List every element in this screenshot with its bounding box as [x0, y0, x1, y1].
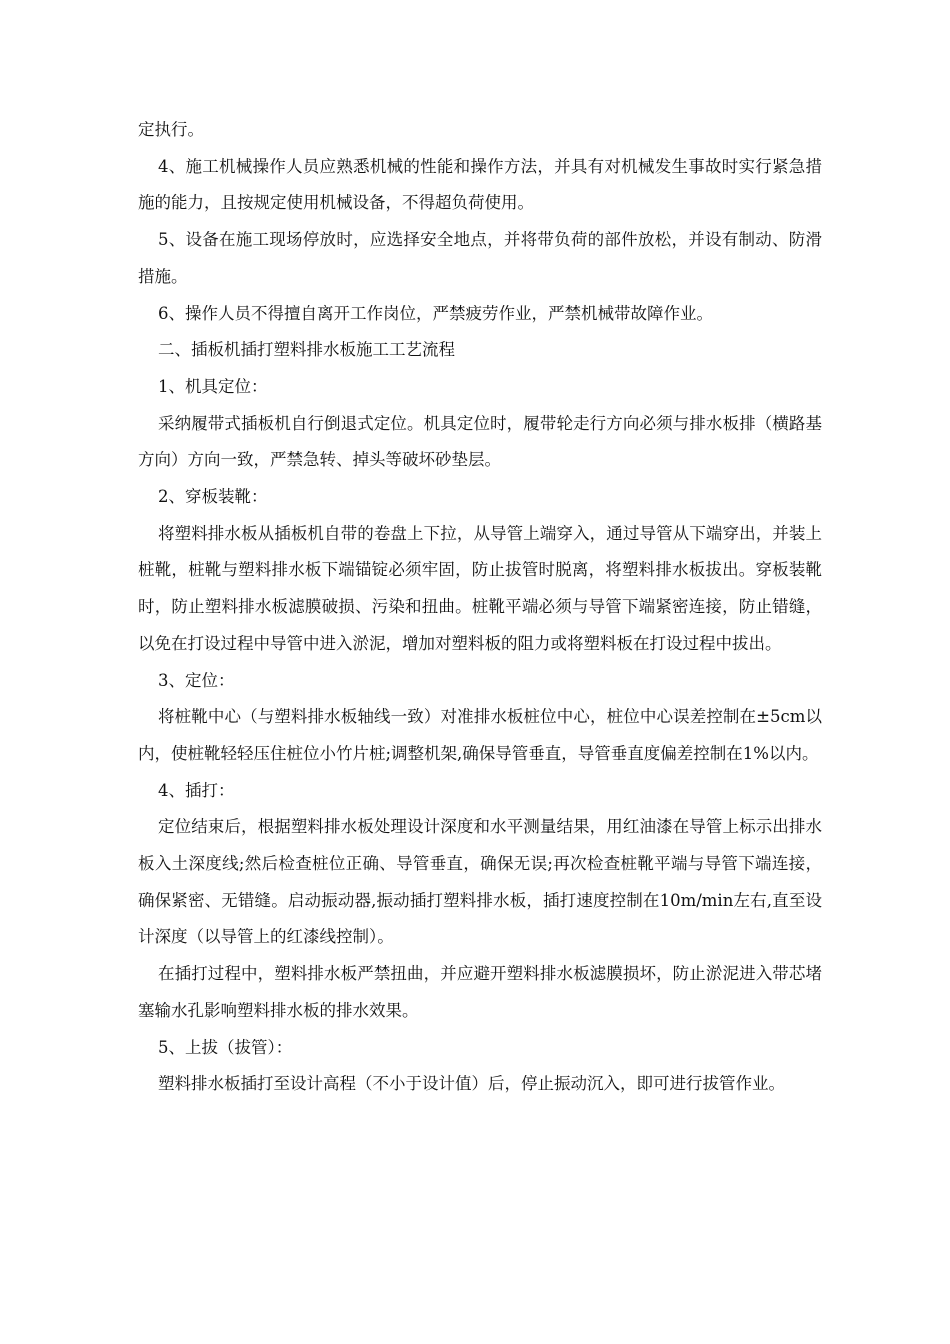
- step-body-1: 采纳履带式插板机自行倒退式定位。机具定位时，履带轮走行方向必须与排水板排（横路基方向）方向一致，严禁急转、掉头等破坏砂垫层。: [138, 413, 822, 470]
- paragraph-item-6: 6、操作人员不得擅自离开工作岗位，严禁疲劳作业，严禁机械带故障作业。: [158, 303, 713, 323]
- step-heading-3: 3、定位：: [158, 670, 235, 690]
- paragraph-continuation: 定执行。: [138, 120, 204, 139]
- step-body-4-note: 在插打过程中，塑料排水板严禁扭曲，并应避开塑料排水板滤膜损坏，防止淤泥进入带芯堵塞输水孔影响塑料排水板的排水效果。: [138, 964, 822, 1020]
- step-body-2: 将塑料排水板从插板机自带的卷盘上下拉，从导管上端穿入，通过导管从下端穿出，并装上桩靴，桩靴与塑料排水板下端锚锭必须牢固，防止拔管时脱离，将塑料排水板拔出。穿板装靴时，防止塑料排水板滤膜破损、污染和扭曲。桩靴平端必须与导管下端紧密连接，防止错缝，以免在打设过程中导管中进入淤泥，增加对塑料板的阻力或将塑料板在打设过程中拔出。: [138, 523, 822, 653]
- step-body-3: 将桩靴中心（与塑料排水板轴线一致）对准排水板桩位中心，桩位中心误差控制在±5cm以内，使桩靴轻轻压住桩位小竹片桩;调整机架,确保导管垂直，导管垂直度偏差控制在1%以内。: [138, 707, 822, 763]
- step-body-4: 定位结束后，根据塑料排水板处理设计深度和水平测量结果，用红油漆在导管上标示出排水板入土深度线;然后检查桩位正确、导管垂直，确保无误;再次检查桩靴平端与导管下端连接，确保紧密、无错缝。启动振动器,振动插打塑料排水板，插打速度控制在10m/min左右,直至设计深度（以导管上的红漆线控制）。: [138, 817, 822, 947]
- section-heading-2: 二、插板机插打塑料排水板施工工艺流程: [158, 340, 455, 360]
- step-heading-2: 2、穿板装靴：: [158, 487, 268, 507]
- step-heading-5: 5、上拔（拔管）：: [158, 1037, 293, 1057]
- paragraph-item-4: 4、施工机械操作人员应熟悉机械的性能和操作方法，并具有对机械发生事故时实行紧急措施的能力，且按规定使用机械设备，不得超负荷使用。: [138, 156, 822, 213]
- step-heading-1: 1、机具定位：: [158, 376, 268, 396]
- step-heading-4: 4、插打：: [158, 780, 235, 800]
- document-body: [138, 112, 822, 1103]
- paragraph-item-5: 5、设备在施工现场停放时，应选择安全地点，并将带负荷的部件放松，并设有制动、防滑措施。: [138, 230, 822, 286]
- step-body-5: 塑料排水板插打至设计高程（不小于设计值）后，停止振动沉入，即可进行拔管作业。: [158, 1074, 785, 1094]
